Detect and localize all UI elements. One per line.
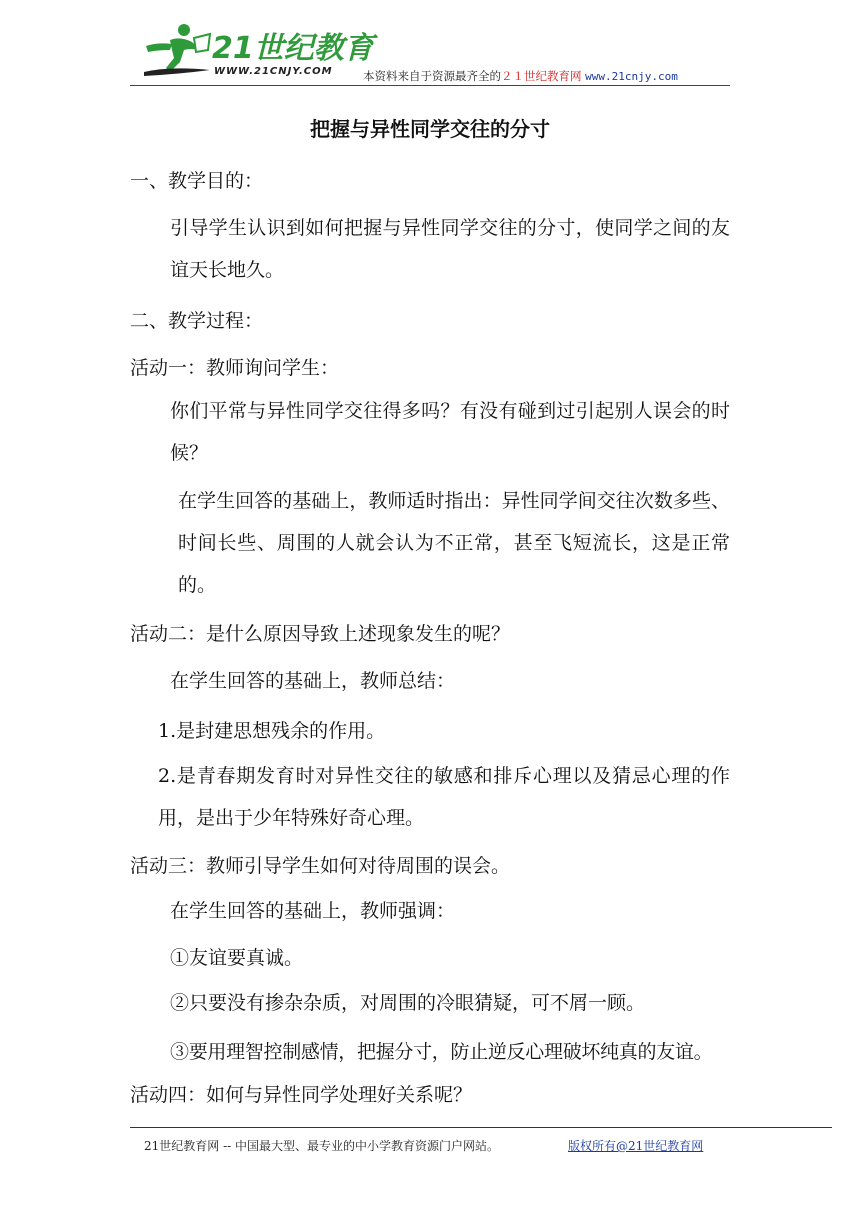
activity-2-intro: 在学生回答的基础上，教师总结： xyxy=(170,670,456,692)
objective-text: 引导学生认识到如何把握与异性同学交往的分寸，使同学之间的友谊天长地久。 xyxy=(170,217,730,281)
site-logo[interactable] xyxy=(140,20,374,82)
tagline-brand-link[interactable]: ２１世纪教育网 xyxy=(501,69,582,83)
tagline-prefix: 本资料来自于资源最齐全的 xyxy=(363,69,501,83)
activity-3-point-3: ③要用理智控制感情，把握分寸，防止逆反心理破坏纯真的友谊。 xyxy=(170,1041,713,1063)
footer-text: 21世纪教育网 -- 中国最大型、最专业的中小学教育资源门户网站。 xyxy=(144,1139,500,1153)
document-title: 把握与异性同学交往的分寸 xyxy=(310,117,550,141)
activity-4-heading: 活动四：如何与异性同学处理好关系呢？ xyxy=(130,1084,473,1106)
section-heading-process: 二、教学过程： xyxy=(130,310,264,332)
activity-2-point-2: 2.是青春期发育时对异性交往的敏感和排斥心理以及猜忌心理的作用，是出于少年特殊好奇心理。 xyxy=(158,765,730,829)
activity-3-point-2: ②只要没有掺杂杂质，对周围的冷眼猜疑，可不屑一顾。 xyxy=(170,992,646,1014)
activity-3-point-1: ①友谊要真诚。 xyxy=(170,947,304,969)
activity-2-point-1: 1.是封建思想残余的作用。 xyxy=(158,720,386,742)
logo-graphic xyxy=(140,20,374,82)
header-divider xyxy=(130,85,730,86)
page-header xyxy=(130,20,730,86)
header-tagline xyxy=(363,68,678,84)
activity-1-heading: 活动一：教师询问学生： xyxy=(130,357,340,379)
footer-divider xyxy=(130,1127,832,1128)
activity-1-summary: 在学生回答的基础上，教师适时指出：异性同学间交往次数多些、时间长些、周围的人就会认为不正常，甚至飞短流长，这是正常的。 xyxy=(178,490,730,596)
activity-3-heading: 活动三：教师引导学生如何对待周围的误会。 xyxy=(130,855,511,877)
activity-1-question: 你们平常与异性同学交往得多吗？有没有碰到过引起别人误会的时候？ xyxy=(170,400,730,464)
footer-copyright-link[interactable]: 版权所有@21世纪教育网 xyxy=(568,1139,704,1153)
logo-url: WWW.21CNJY.COM xyxy=(214,66,333,77)
activity-2-heading: 活动二：是什么原因导致上述现象发生的呢？ xyxy=(130,623,511,645)
section-heading-objective: 一、教学目的： xyxy=(130,170,264,192)
activity-3-intro: 在学生回答的基础上，教师强调： xyxy=(170,900,456,922)
tagline-url-link[interactable]: www.21cnjy.com xyxy=(585,70,678,83)
logo-wordmark: 21世纪教育 xyxy=(212,31,374,66)
